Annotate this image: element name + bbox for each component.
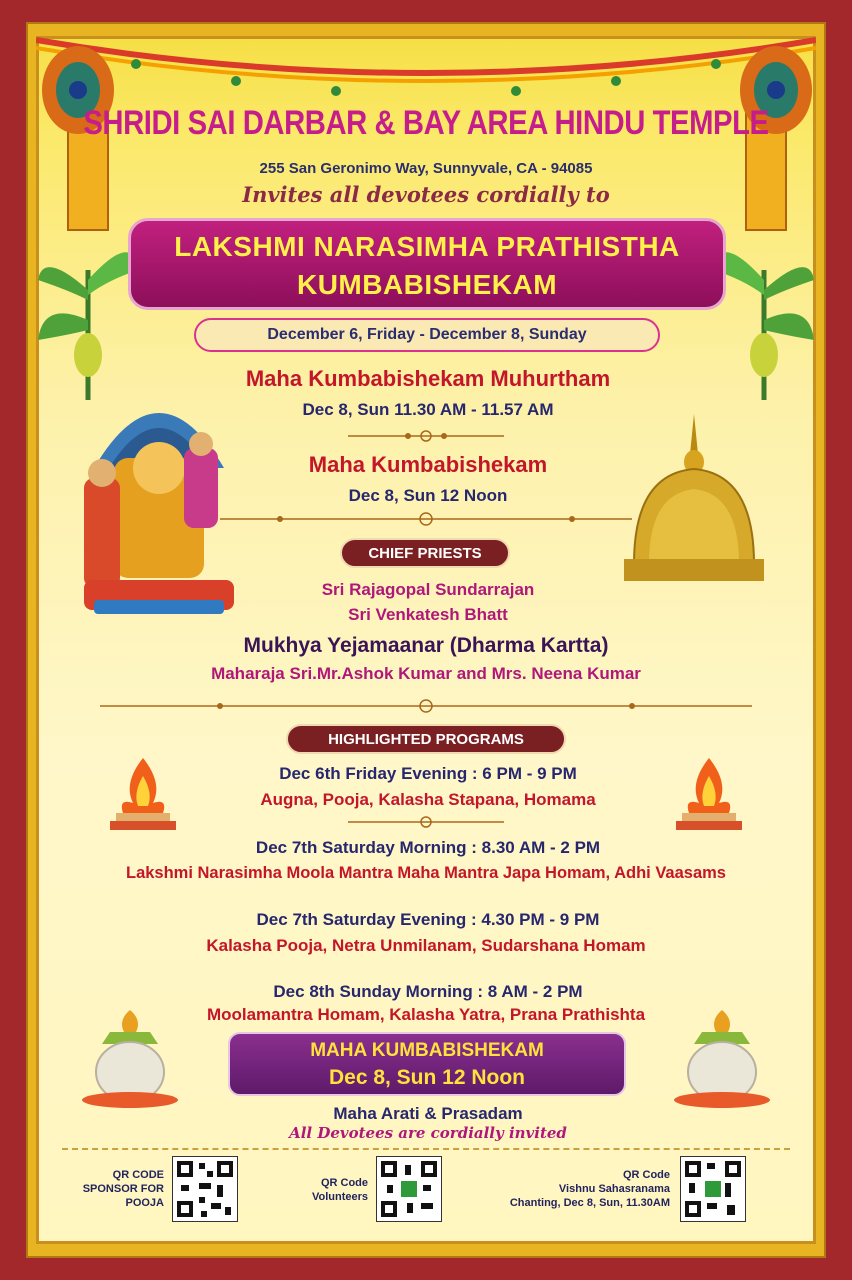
program-description: Moolamantra Homam, Kalasha Yatra, Prana Prathishta: [206, 1005, 646, 1024]
program-time: Dec 8th Sunday Morning : 8 AM - 2 PM: [273, 982, 583, 1001]
ornamental-divider: [220, 510, 632, 528]
invite-line: Invites all devotees cordially to: [242, 182, 610, 207]
qr-label-line: Vishnu Sahasranama: [558, 1183, 670, 1195]
event-title-banner: [128, 218, 726, 310]
ornamental-divider: [348, 815, 504, 829]
homa-fire-icon: [108, 758, 178, 832]
program-description: Kalasha Pooja, Netra Unmilanam, Sudarshana Homam: [206, 936, 646, 955]
kumbabishekam-time: Dec 8, Sun 12 Noon: [348, 486, 508, 505]
temple-title: SHRIDI SAI DARBAR & BAY AREA HINDU TEMPLE: [83, 104, 769, 142]
final-time: Dec 8, Sun 12 Noon: [328, 1066, 526, 1089]
qr-code-chanting[interactable]: [680, 1156, 746, 1222]
yejamaanar-heading: Mukhya Yejamaanar (Dharma Kartta): [243, 634, 609, 657]
qr-chanting-label: [470, 1168, 670, 1210]
program-time: Dec 7th Saturday Evening : 4.30 PM - 9 PM: [256, 910, 600, 929]
qr-label-line: QR CODE: [112, 1169, 164, 1181]
qr-label-line: SPONSOR FOR: [82, 1183, 164, 1195]
program-description: Augna, Pooja, Kalasha Stapana, Homama: [260, 790, 596, 809]
ornamental-divider: [100, 697, 752, 715]
event-dates-pill: [194, 318, 660, 352]
arati-line: Maha Arati & Prasadam: [333, 1104, 523, 1123]
event-title-line1: LAKSHMI NARASIMHA PRATHISTHA: [174, 231, 680, 262]
homa-fire-icon: [674, 758, 744, 832]
highlighted-programs-label: HIGHLIGHTED PROGRAMS: [286, 724, 566, 754]
kumbabishekam-heading: Maha Kumbabishekam: [308, 452, 548, 477]
event-title-line2: KUMBABISHEKAM: [296, 269, 558, 300]
qr-label-line: QR Code: [622, 1169, 670, 1181]
priest-name: Sri Venkatesh Bhatt: [348, 605, 508, 624]
qr-label-line: QR Code: [320, 1177, 368, 1189]
kalasam-pot-icon: [80, 1010, 180, 1110]
final-heading: MAHA KUMBABISHEKAM: [310, 1040, 544, 1061]
yejamaanar-names: Maharaja Sri.Mr.Ashok Kumar and Mrs. Neena Kumar: [211, 664, 641, 683]
final-kumbabishekam-box: [228, 1032, 626, 1096]
qr-label-line: Volunteers: [311, 1191, 368, 1203]
temple-address: 255 San Geronimo Way, Sunnyvale, CA - 94085: [259, 160, 593, 177]
priest-name: Sri Rajagopal Sundarrajan: [321, 580, 535, 599]
kalasam-pot-icon: [672, 1010, 772, 1110]
program-time: Dec 6th Friday Evening : 6 PM - 9 PM: [279, 764, 577, 783]
closing-invite-line: All Devotees are cordially invited: [289, 1124, 567, 1142]
qr-sponsor-label: [68, 1168, 164, 1210]
muhurtham-heading: Maha Kumbabishekam Muhurtham: [245, 366, 611, 391]
program-time: Dec 7th Saturday Morning : 8.30 AM - 2 PM: [255, 838, 601, 857]
event-dates: December 6, Friday - December 8, Sunday: [267, 326, 587, 343]
qr-volunteers-label: [288, 1176, 368, 1204]
qr-label-line: POOJA: [125, 1197, 164, 1209]
qr-code-volunteers[interactable]: [376, 1156, 442, 1222]
chief-priests-label: CHIEF PRIESTS: [340, 538, 510, 568]
banana-tree-right-decoration: [714, 210, 814, 400]
ornamental-divider: [348, 429, 504, 443]
qr-code-sponsor[interactable]: [172, 1156, 238, 1222]
program-description: Lakshmi Narasimha Moola Mantra Maha Mantra Japa Homam, Adhi Vaasams: [125, 864, 726, 882]
qr-label-line: Chanting, Dec 8, Sun, 11.30AM: [509, 1197, 670, 1209]
muhurtham-time: Dec 8, Sun 11.30 AM - 11.57 AM: [302, 400, 554, 419]
